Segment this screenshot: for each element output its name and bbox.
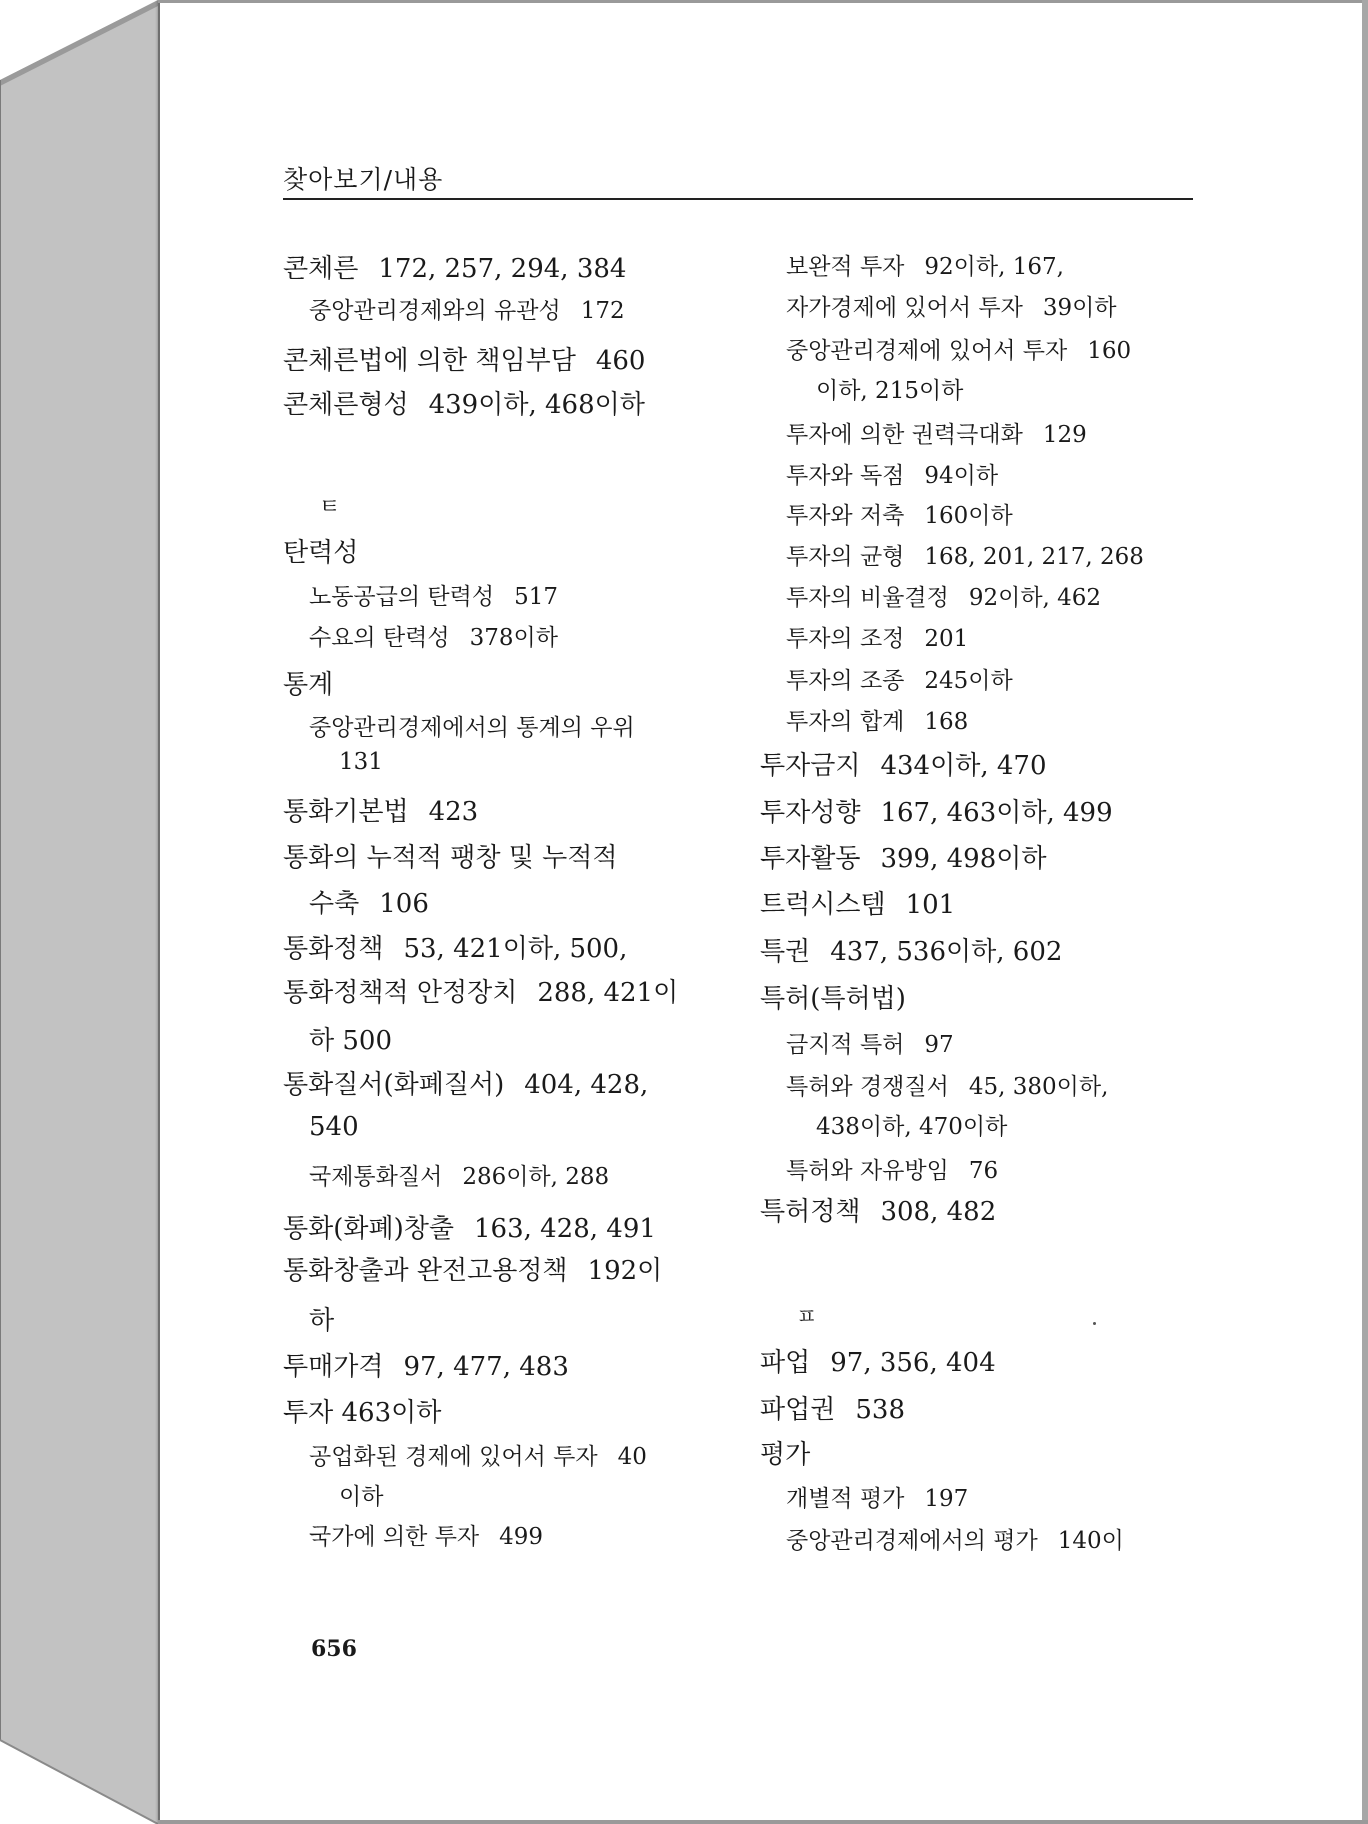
index-term: 수축 bbox=[309, 889, 360, 919]
index-subentry bbox=[760, 248, 1064, 281]
index-subentry bbox=[760, 416, 1087, 449]
index-pages: 160 bbox=[1087, 338, 1132, 364]
index-pages: 167, 463이하, 499 bbox=[880, 798, 1113, 828]
index-pages: 404, 428, bbox=[524, 1070, 649, 1100]
index-term: ㅍ bbox=[796, 1305, 818, 1330]
index-pages: 45, 380이하, bbox=[968, 1074, 1109, 1100]
index-term: 투자의 합계 bbox=[786, 709, 905, 735]
index-term: 특허(특허법) bbox=[760, 984, 906, 1014]
index-term: 투자의 조정 bbox=[786, 626, 905, 652]
index-term: 이하, 215이하 bbox=[816, 378, 964, 404]
index-term: 투자에 의한 권력극대화 bbox=[786, 422, 1023, 448]
index-pages: 76 bbox=[968, 1158, 999, 1184]
index-term: 특허정책 bbox=[760, 1197, 861, 1227]
index-term: 하 500 bbox=[309, 1026, 393, 1056]
index-term: 중앙관리경제에서의 통계의 우위 bbox=[309, 715, 635, 741]
index-term: 통화기본법 bbox=[283, 797, 409, 827]
index-term: 통화창출과 완전고용정책 bbox=[283, 1256, 568, 1286]
index-term: 438이하, 470이하 bbox=[816, 1114, 1008, 1140]
index-entry bbox=[760, 1342, 996, 1379]
index-entry bbox=[283, 837, 617, 874]
index-pages: 140이 bbox=[1057, 1528, 1124, 1554]
index-entry bbox=[283, 532, 358, 569]
index-subentry bbox=[760, 1068, 1108, 1101]
index-subentry bbox=[760, 703, 968, 736]
index-subentry bbox=[283, 619, 558, 652]
index-term: 파업 bbox=[760, 1348, 811, 1378]
index-term: 개별적 평가 bbox=[786, 1486, 905, 1512]
index-pages: 101 bbox=[905, 890, 956, 920]
index-term: 자가경제에 있어서 투자 bbox=[786, 295, 1023, 321]
index-term: 540 bbox=[309, 1112, 359, 1142]
index-pages: 517 bbox=[514, 584, 558, 610]
index-entry bbox=[283, 1250, 662, 1287]
running-head: 찾아보기/내용 bbox=[283, 160, 1193, 200]
index-pages: 378이하 bbox=[469, 625, 558, 651]
index-pages: 197 bbox=[924, 1486, 969, 1512]
index-subentry bbox=[283, 1438, 647, 1471]
index-pages: 106 bbox=[379, 889, 429, 919]
index-term: 국제통화질서 bbox=[309, 1164, 443, 1190]
index-term: 수요의 탄력성 bbox=[309, 625, 450, 651]
index-pages: 172, 257, 294, 384 bbox=[378, 254, 627, 284]
index-continuation bbox=[283, 1478, 383, 1511]
index-entry bbox=[760, 1389, 905, 1426]
index-term: 보완적 투자 bbox=[786, 254, 905, 280]
index-term: 131 bbox=[339, 749, 383, 775]
index-pages: 245이하 bbox=[924, 668, 1013, 694]
index-term: 파업권 bbox=[760, 1395, 836, 1425]
index-term: 평가 bbox=[760, 1440, 811, 1470]
index-entry bbox=[760, 1191, 996, 1228]
index-pages: 168, 201, 217, 268 bbox=[924, 544, 1144, 570]
index-term: 공업화된 경제에 있어서 투자 bbox=[309, 1444, 598, 1470]
index-term: 특권 bbox=[760, 937, 811, 967]
index-entry bbox=[760, 931, 1062, 968]
index-subentry bbox=[760, 579, 1101, 612]
index-pages: 286이하, 288 bbox=[462, 1164, 610, 1190]
index-pages: 538 bbox=[855, 1395, 905, 1425]
index-term: 중앙관리경제와의 유관성 bbox=[309, 298, 561, 324]
index-term: 콘체른 bbox=[283, 254, 359, 284]
index-entry bbox=[760, 745, 1046, 782]
index-subentry bbox=[283, 709, 635, 742]
index-term: 통화의 누적적 팽창 및 누적적 bbox=[283, 843, 618, 873]
index-continuation bbox=[283, 1112, 359, 1142]
index-term: 이하 bbox=[339, 1484, 384, 1510]
index-pages: 437, 536이하, 602 bbox=[830, 937, 1063, 967]
index-term: 투자와 저축 bbox=[786, 503, 905, 529]
index-pages: 97, 356, 404 bbox=[830, 1348, 996, 1378]
index-term: 노동공급의 탄력성 bbox=[309, 584, 495, 610]
index-subentry bbox=[283, 578, 558, 611]
index-pages: 168 bbox=[924, 709, 969, 735]
index-pages: 172 bbox=[580, 298, 625, 324]
index-pages: 97 bbox=[924, 1032, 954, 1058]
index-pages: 439이하, 468이하 bbox=[428, 390, 645, 420]
index-pages: 499 bbox=[499, 1524, 544, 1550]
page-edge-bottom bbox=[158, 1820, 1368, 1824]
index-subentry bbox=[760, 289, 1117, 322]
index-term: 투자와 독점 bbox=[786, 463, 905, 489]
index-pages: 94이하 bbox=[924, 463, 999, 489]
index-subentry bbox=[283, 292, 625, 325]
page-edge-top bbox=[158, 0, 1368, 3]
index-entry bbox=[283, 1346, 569, 1383]
index-entry bbox=[283, 1392, 441, 1429]
index-pages: 40 bbox=[617, 1444, 647, 1470]
index-pages: 399, 498이하 bbox=[880, 844, 1047, 874]
page-edge-right bbox=[1362, 0, 1368, 1824]
index-pages: 39이하 bbox=[1042, 295, 1117, 321]
index-pages: 423 bbox=[428, 797, 479, 827]
index-pages: 53, 421이하, 500, bbox=[403, 934, 628, 964]
index-subentry bbox=[760, 620, 968, 653]
index-term: 통화(화폐)창출 bbox=[283, 1214, 454, 1244]
index-entry bbox=[760, 792, 1113, 829]
index-continuation bbox=[283, 1300, 334, 1337]
index-pages: 163, 428, 491 bbox=[473, 1214, 656, 1244]
index-continuation bbox=[283, 749, 383, 775]
index-term: 탄력성 bbox=[283, 538, 359, 568]
index-subentry bbox=[760, 1152, 998, 1185]
index-term: 투매가격 bbox=[283, 1352, 384, 1382]
index-term: 투자의 조종 bbox=[786, 668, 905, 694]
index-continuation bbox=[283, 1020, 392, 1057]
index-entry bbox=[760, 884, 955, 921]
index-entry bbox=[283, 248, 626, 285]
index-subentry bbox=[760, 1522, 1124, 1555]
index-subentry bbox=[760, 1480, 968, 1513]
index-entry bbox=[283, 972, 678, 1009]
index-term: 트럭시스템 bbox=[760, 890, 886, 920]
index-term: 투자의 비율결정 bbox=[786, 585, 949, 611]
index-subentry bbox=[760, 497, 1013, 530]
section-letter bbox=[760, 1300, 817, 1331]
index-subentry bbox=[760, 332, 1131, 365]
index-entry bbox=[760, 978, 906, 1015]
index-term: 하 bbox=[309, 1306, 335, 1336]
index-continuation bbox=[760, 1108, 1007, 1141]
speck-mark bbox=[1093, 1322, 1096, 1325]
index-subentry bbox=[760, 1026, 954, 1059]
index-term: 투자활동 bbox=[760, 844, 861, 874]
index-entry bbox=[760, 838, 1046, 875]
index-term: 중앙관리경제에서의 평가 bbox=[786, 1528, 1038, 1554]
book-spine bbox=[0, 0, 158, 1824]
index-term: 특허와 경쟁질서 bbox=[786, 1074, 949, 1100]
index-term: 통화정책 bbox=[283, 934, 384, 964]
index-pages: 129 bbox=[1042, 422, 1087, 448]
index-term: 투자성향 bbox=[760, 798, 861, 828]
index-subentry bbox=[760, 538, 1144, 571]
index-pages: 192이 bbox=[587, 1256, 663, 1286]
index-entry bbox=[283, 1064, 648, 1101]
index-term: 통화질서(화폐질서) bbox=[283, 1070, 505, 1100]
index-subentry bbox=[760, 662, 1013, 695]
index-pages: 434이하, 470 bbox=[880, 751, 1047, 781]
index-entry bbox=[283, 664, 333, 701]
index-entry bbox=[283, 1208, 656, 1245]
index-pages: 92이하, 462 bbox=[968, 585, 1102, 611]
index-pages: 92이하, 167, bbox=[924, 254, 1064, 280]
index-term: 금지적 특허 bbox=[786, 1032, 905, 1058]
index-term: 콘체른형성 bbox=[283, 390, 409, 420]
index-term: 콘체른법에 의한 책임부담 bbox=[283, 346, 576, 376]
index-pages: 460 bbox=[595, 346, 646, 376]
index-pages: 201 bbox=[924, 626, 969, 652]
index-term: 중앙관리경제에 있어서 투자 bbox=[786, 338, 1068, 364]
index-term: ㅌ bbox=[319, 495, 341, 520]
index-continuation bbox=[760, 372, 963, 405]
index-term: 특허와 자유방임 bbox=[786, 1158, 949, 1184]
index-pages: 308, 482 bbox=[880, 1197, 997, 1227]
index-continuation bbox=[283, 883, 429, 920]
index-term: 통계 bbox=[283, 670, 334, 700]
index-term: 국가에 의한 투자 bbox=[309, 1524, 480, 1550]
index-subentry bbox=[283, 1518, 543, 1551]
section-letter bbox=[283, 490, 340, 521]
index-entry bbox=[283, 340, 645, 377]
index-pages: 97, 477, 483 bbox=[403, 1352, 569, 1382]
index-subentry bbox=[760, 457, 998, 490]
page-number: 656 bbox=[311, 1636, 357, 1662]
index-entry bbox=[283, 791, 478, 828]
index-entry bbox=[760, 1434, 810, 1471]
index-entry bbox=[283, 384, 645, 421]
index-entry bbox=[283, 928, 627, 965]
index-term: 투자 463이하 bbox=[283, 1398, 442, 1428]
index-term: 투자금지 bbox=[760, 751, 861, 781]
index-subentry bbox=[283, 1158, 609, 1191]
index-pages: 288, 421이 bbox=[537, 978, 679, 1008]
index-pages: 160이하 bbox=[924, 503, 1013, 529]
index-term: 통화정책적 안정장치 bbox=[283, 978, 518, 1008]
index-term: 투자의 균형 bbox=[786, 544, 905, 570]
